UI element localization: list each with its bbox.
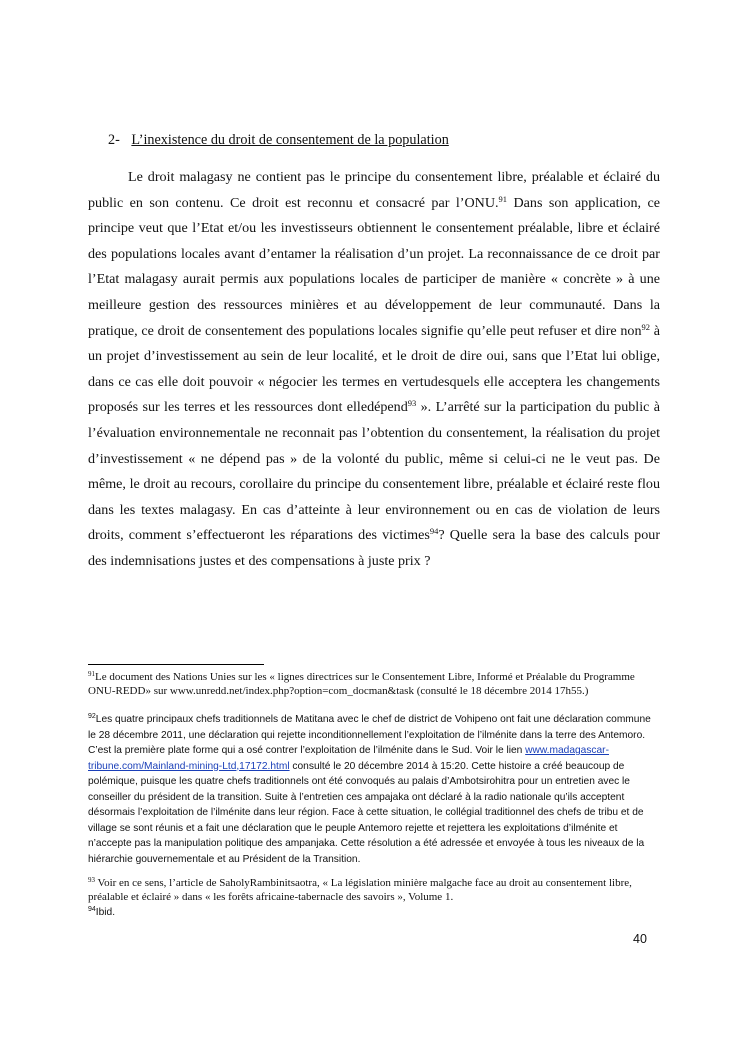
footnote-93-number: 93 <box>88 876 95 884</box>
footnote-91 <box>88 671 660 699</box>
footnote-92-text-b: consulté le 20 décembre 2014 à 15:20. Cette histoire a créé beaucoup de polémique, puisque les quatre chefs traditionnels ont été convoqués au palais d’Ambotsirohitra pour un entretien avec le conseiller du président de la transition. Suite à l’entretien ces ampajaka ont déclaré à la radio nationale qu’ils acceptent désormais l’exploitation de l’ilménite dans leur région. Face à cette situation, le collégial traditionnel des chefs de tribu et de village se sont réunis et a fait une déclaration que le peuple Antemoro rejette et rejettera les exploitations d’ilménite et n’accepte pas la manipulation politique des ampanjaka. Cette résolution a été adressée et envoyée à tous les niveaux de la hiérarchie gouvernementale et au Président de la Transition. <box>88 760 645 865</box>
footnote-93-text: Voir en ce sens, l’article de SaholyRambinitsaotra, « La législation minière malgache face au droit au consentement libre, préalable et éclairé » dans « les forêts africaine-tabernacle des savoirs », Volume 1. <box>88 877 632 903</box>
paragraph-part-4: ». L’arrêté sur la participation du public à l’évaluation environnementale ne reconnait pas l’obtention du consentement, la réalisation du projet d’investissement « ne dépend pas » de la volonté du public, même si celui-ci ne le veut pas. De même, le droit au recours, corollaire du principe du consentement libre, préalable et éclairé reste flou dans les textes malagasy. En cas d’atteinte à leur environnement ou en cas de violation de leurs droits, comment s’effectueront les réparations des victimes <box>88 399 660 544</box>
footnote-92-text-a: Les quatre principaux chefs traditionnels de Matitana avec le chef de district de Vohipeno ont fait une déclaration commune le 28 décembre 2011, une déclaration qui rejette inconditionnellement l’exploitation de l’ilménite dans la terre des Antemoro. C’est la première plate forme qui a osé contrer l’exploitation de l’ilménite dans le Sud. Voir le lien <box>88 714 651 756</box>
section-title: L’inexistence du droit de consentement de la population <box>131 132 449 148</box>
footnote-91-text: Le document des Nations Unies sur les « lignes directrices sur le Consentement Libre, Informé et Préalable du Programme ONU-REDD» sur www.unredd.net/index.php?option=com_docman&task (consulté le 18 décembre 2014 17h55.) <box>88 671 635 697</box>
footnote-92-number: 92 <box>88 713 96 720</box>
paragraph-part-1: Le droit malagasy ne contient pas le principe du consentement libre, préalable et éclairé du public en son contenu. Ce droit est reconnu et consacré par l’ONU. <box>88 169 660 211</box>
paragraph-part-5: ? Quelle sera la base des calculs pour des indemnisations justes et des compensations à juste prix ? <box>88 527 661 569</box>
section-number: 2- <box>108 132 120 148</box>
footnote-94-text: Ibid. <box>95 907 116 918</box>
footnote-92-link[interactable]: www.madagascar-tribune.com/Mainland-mining-Ltd,17172.html <box>88 745 609 772</box>
footnote-ref-94[interactable]: 94 <box>429 526 439 537</box>
footnote-94-number: 94 <box>88 906 96 913</box>
section-heading <box>108 132 449 149</box>
footnote-91-number: 91 <box>88 670 95 678</box>
footnote-92 <box>88 712 660 867</box>
paragraph-part-2: Dans son application, ce principe veut que l’Etat et/ou les investisseurs obtiennent le consentement préalable, libre et éclairé des populations locales avant d’entamer la réalisation d’un projet. La reconnaissance de ce droit par l’Etat malagasy aurait permis aux populations locales de participer de manière « concrète » à une meilleure gestion des ressources minières et au développement de leur communauté. Dans la pratique, ce droit de consentement des populations locales signifie qu’elle peut refuser et dire non <box>88 194 661 339</box>
footnote-93 <box>88 877 660 905</box>
footnote-separator <box>88 664 264 665</box>
body-paragraph <box>88 165 660 575</box>
footnote-ref-92[interactable]: 92 <box>641 321 651 332</box>
page-number: 40 <box>633 932 647 946</box>
footnote-ref-91[interactable]: 91 <box>498 193 508 204</box>
footnote-ref-93[interactable]: 93 <box>407 398 417 409</box>
paragraph-part-3: à un projet d’investissement au sein de leur localité, et le droit de dire oui, sans que l’Etat lui oblige, dans ce cas elle doit pouvoir « négocier les termes en vertudesquels elle acceptera les changements proposés sur les terres et les ressources dont elledépend <box>88 322 660 416</box>
footnote-94 <box>88 905 660 921</box>
